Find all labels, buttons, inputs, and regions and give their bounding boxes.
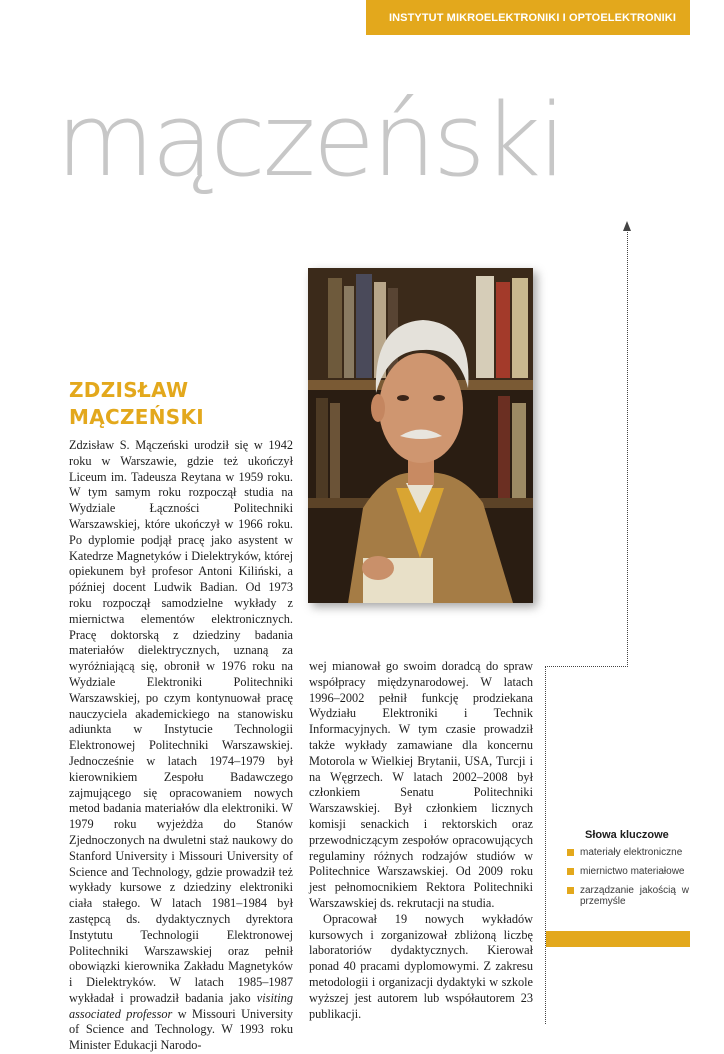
dotted-connector-lower: [545, 666, 546, 1024]
square-bullet-icon: [567, 849, 574, 856]
dotted-connector-horizontal: [545, 666, 628, 667]
person-first-name: ZDZISŁAW: [69, 378, 189, 402]
keyword-label: zarządzanie jakością w przemyśle: [580, 885, 689, 907]
square-bullet-icon: [567, 887, 574, 894]
keyword-label: miernictwo materiałowe: [580, 866, 685, 877]
footer-accent-band: [546, 931, 690, 947]
institute-name: INSTYTUT MIKROELEKTRONIKI I OPTOELEKTRONIKI: [388, 11, 676, 24]
dotted-connector-vertical: [627, 232, 628, 667]
person-last-name: MĄCZEŃSKI: [69, 405, 205, 429]
keywords-title: Słowa kluczowe: [585, 829, 669, 841]
bio-left-italic: visiting associated professor: [69, 990, 293, 1021]
keyword-item: [563, 866, 689, 877]
keywords-box: [563, 829, 689, 915]
keywords-list: [563, 847, 689, 907]
institute-header-band: [366, 0, 690, 35]
bio-left-main: Zdzisław S. Mączeński urodził się w 1942 roku w Warszawie, gdzie też ukończył Liceum im. Tadeusza Reytana w 1959 roku. W tym samym roku rozpoczął studia na Wydziale Łączności Politechniki Warszawskiej, które ukończył w 1966 roku. Po dyplomie podjął pracę jako asystent w Katedrze Magnetyków i Dielektryków, której opiekunem był profesor Antoni Kiliński, a później docent Ludwik Badian. Od 1973 roku rozpoczął samodzielne wykłady z miernictwa elementów elektronicznych. Pracę doktorską z dziedziny badania materiałów dielektrycznych, uznaną za wyróżniającą się, obronił w 1976 roku na Wydziale Elektroniki Politechniki Warszawskiej, po czym kontynuował pracę nauczyciela akademickiego na stanowisku adiunkta w Instytucie Technologii Elektronowej Politechniki Warszawskiej. Jednocześnie w latach 1974–1979 był kierownikiem Zespołu Badawczego zajmującego się opracowaniem nowych metod badania materiałów dla elektroniki. W 1979 roku wyjeżdża do Stanów Zjednoczonych na dwuletni staż naukowy do Stanford University i Missouri University of Science and Technology, gdzie prowadził też wykłady kursowe z dziedziny elektroniki ciała stałego. W latach 1981–1984 był zastępcą ds. dydaktycznych dyrektora Instytutu Technologii Elektronowej Politechniki Warszawskiej oraz pełnił obowiązki kierownika Zakładu Magnetyków i Dielektryków. W latach 1985–1987 wykładał i prowadził badania jako: [69, 438, 293, 1005]
bio-paragraph: Opracował 19 nowych wykładów kursowych i zorganizował zbliżoną liczbę laboratoriów dydaktycznych. Kierował ponad 40 pracami dyplomowymi. Z zakresu metodologii i organizacji dydaktyki w szkole wyższej jest autorem lub współautorem 23 publikacji.: [309, 911, 533, 1021]
bio-column-right: [309, 659, 533, 1022]
bio-paragraph: wej mianował go swoim doradcą do spraw współpracy międzynarodowej. W latach 1996–2002 pełnił funkcję prodziekana Wydziału Elektroniki i Technik Informacyjnych. W tym czasie prowadził także wykłady zamawiane dla koncernu Motorola w Wielkiej Brytanii, USA, Turcji i na Węgrzech. W latach 2002–2008 był członkiem Senatu Politechniki Warszawskiej. Był członkiem licznych komisji senackich i rektorskich oraz przewodniczącym zespołów opracowujących regulaminy różnych rodzajów studiów w Politechnice Warszawskiej. Od 2009 roku jest pełnomocnikiem Rektora Politechniki Warszawskiej ds. rekrutacji na studia.: [309, 659, 533, 910]
keyword-label: materiały elektroniczne: [580, 847, 683, 858]
big-surname-title: mączeński: [56, 81, 564, 199]
portrait-photo: [308, 268, 533, 603]
person-name-heading: [69, 377, 204, 431]
keyword-item: [563, 847, 689, 858]
bio-column-left: [69, 438, 293, 1054]
bio-paragraph: [69, 438, 293, 1054]
keyword-item: [563, 885, 689, 907]
arrow-up-icon: [623, 221, 631, 231]
square-bullet-icon: [567, 868, 574, 875]
bio-left-tail: w Missouri University of Science and Technology. W 1993 roku Minister Edukacji Narodo-: [69, 1006, 293, 1053]
